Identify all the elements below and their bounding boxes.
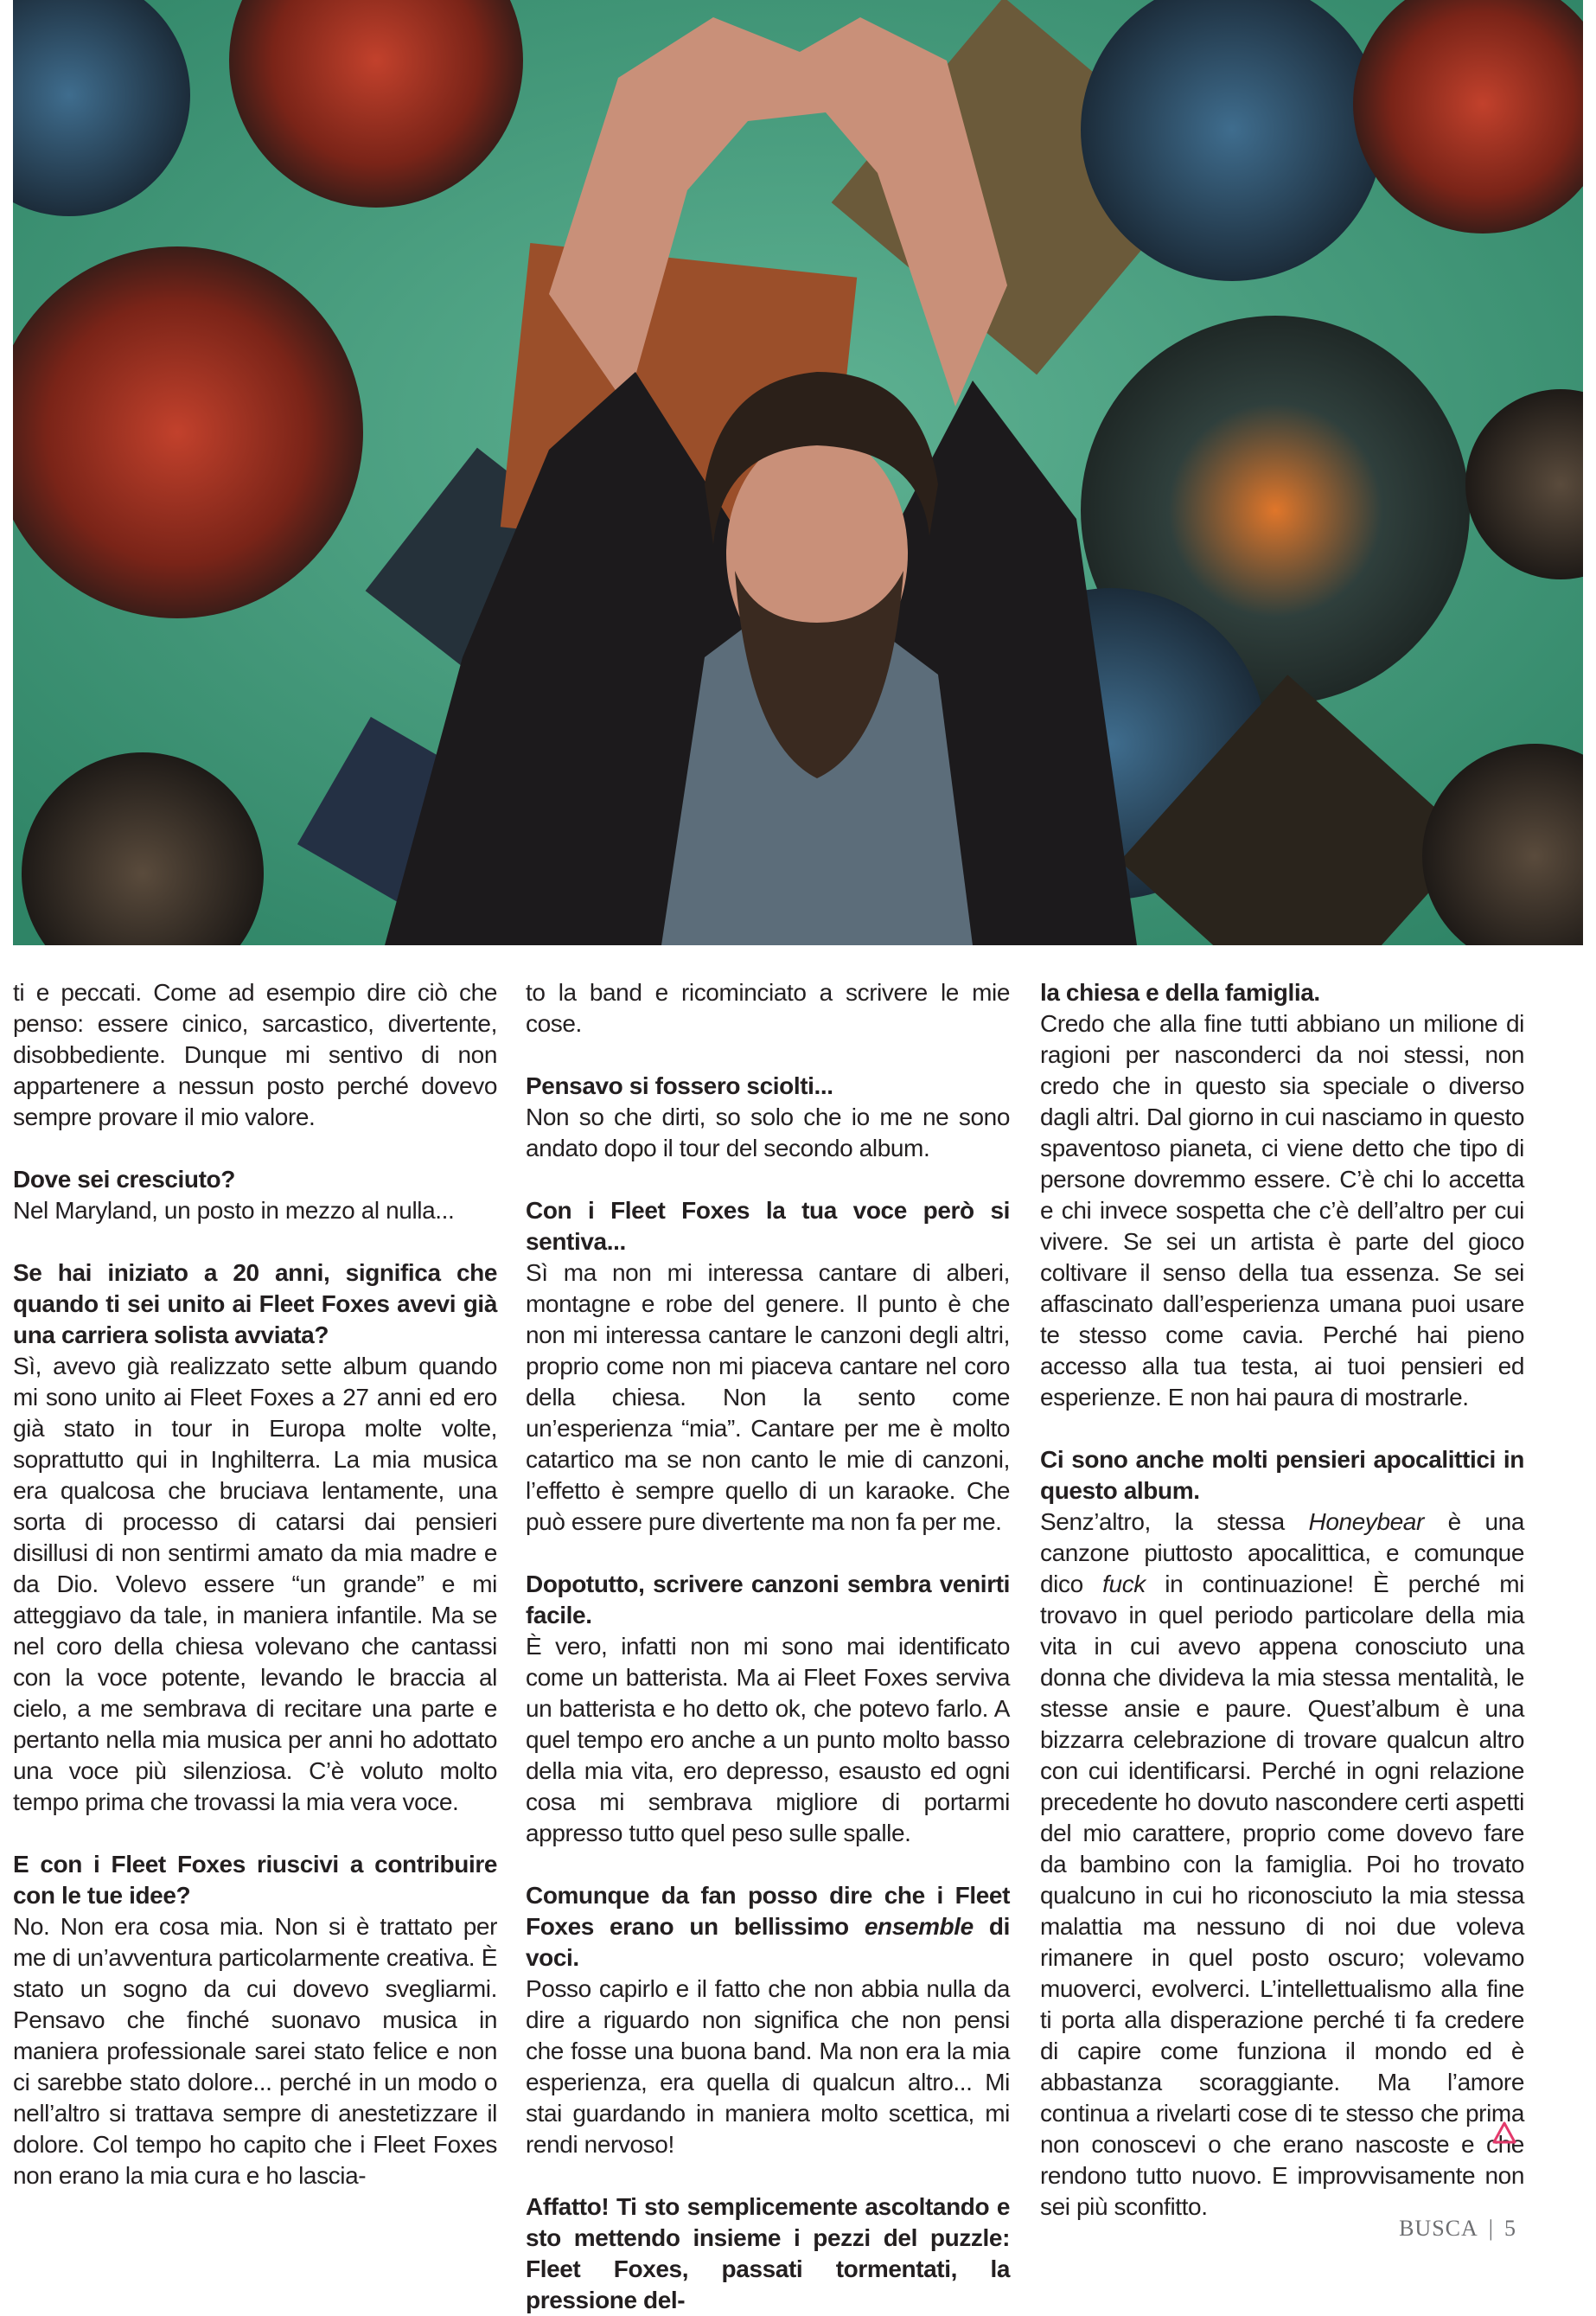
interview-answer bbox=[526, 977, 1010, 1040]
interview-question bbox=[13, 1257, 497, 1351]
interview-answer bbox=[526, 1974, 1010, 2160]
interview-answer bbox=[1040, 1507, 1524, 2223]
interview-answer bbox=[13, 1351, 497, 1818]
paragraph-text: Affatto! Ti sto semplicemente ascoltando e sto mettendo insieme i pezzi del puzzle: Fleet Foxes, passati tormentati, la pressione del- bbox=[526, 2193, 1010, 2313]
paragraph-text: Dove sei cresciuto? bbox=[13, 1166, 235, 1193]
page-footer bbox=[1399, 2216, 1516, 2242]
paragraph-text: la chiesa e della famiglia. bbox=[1040, 979, 1320, 1006]
paragraph-text: in continuazione! È perché mi trovavo in quel periodo particolare della mia vita in cui avevo appena conosciuto una donna che divideva la mia stessa mentalità, le stesse ansie e paure. Quest’album è una bizzarra celebrazione di trovare qualcun altro con cui identificarsi. Perché in ogni relazione precedente ho dovuto nascondere certi aspetti del mio carattere, proprio come dovevo fare da bambino con la famiglia. Poi ho trovato qualcuno in cui ho riconosciuto la mia stessa malattia ma nessuno di noi due voleva rimanere in quel posto oscuro; volevamo muoverci, evolverci. L’intellettualismo alla fine ti porta alla disperazione perché ti fa credere di capire come funziona il mondo ed è abbastanza scoraggiante. Ma l’amore continua a rivelarti cose di te stesso che prima non conoscevi o che erano nascoste e che rendono tutto nuovo. E improvvisamente non sei più sconfitto. bbox=[1040, 1571, 1524, 2220]
interview-question bbox=[526, 1195, 1010, 1257]
article-column-3 bbox=[1040, 977, 1524, 2223]
interview-question bbox=[526, 2191, 1010, 2316]
paragraph-text: Dopotutto, scrivere canzoni sembra venirti facile. bbox=[526, 1571, 1010, 1628]
paragraph-text: Sì ma non mi interessa cantare di alberi, montagne e robe del genere. Il punto è che non mi interessa cantare le canzoni degli altri, proprio come non mi piaceva cantare nel coro della chiesa. Non la sento come un’esperienza “mia”. Cantare per me è molto catartico ma se non canto le mie di canzoni, l’effetto è sempre quello di un karaoke. Che può essere pure divertente ma non fa per me. bbox=[526, 1259, 1010, 1535]
paragraph-text: E con i Fleet Foxes riuscivi a contribuire con le tue idee? bbox=[13, 1851, 497, 1909]
paragraph-text: to la band e ricominciato a scrivere le mie cose. bbox=[526, 979, 1010, 1037]
paragraph-text: Ci sono anche molti pensieri apocalittici in questo album. bbox=[1040, 1446, 1524, 1504]
paragraph-text: di voci. bbox=[526, 1913, 1010, 1971]
magazine-name: BUSCA bbox=[1399, 2216, 1478, 2241]
article-column-1 bbox=[13, 977, 497, 2191]
paragraph-text: Pensavo si fossero sciolti... bbox=[526, 1072, 833, 1099]
paragraph-text: Posso capirlo e il fatto che non abbia nulla da dire a riguardo non significa che non pensi che fosse una buona band. Ma non era la mia esperienza, era quella di qualcun altro... Mi stai guardando in maniera molto scettica, mi rendi nervoso! bbox=[526, 1975, 1010, 2158]
interview-answer bbox=[13, 977, 497, 1133]
paragraph-text: Senz’altro, la stessa bbox=[1040, 1508, 1309, 1535]
cover-photo bbox=[13, 0, 1583, 945]
interview-question bbox=[526, 1880, 1010, 1974]
interview-answer bbox=[13, 1911, 497, 2191]
interview-question bbox=[526, 1569, 1010, 1631]
interview-answer bbox=[1040, 1008, 1524, 1413]
interview-question bbox=[13, 1164, 497, 1195]
page-number: 5 bbox=[1504, 2216, 1516, 2241]
paragraph-text: Non so che dirti, so solo che io me ne sono andato dopo il tour del secondo album. bbox=[526, 1104, 1010, 1161]
interview-question bbox=[1040, 1444, 1524, 1507]
interview-answer bbox=[526, 1102, 1010, 1164]
paragraph-text: Credo che alla fine tutti abbiano un milione di ragioni per nasconderci da noi stessi, non credo che in questo sia speciale o diverso dagli altri. Dal giorno in cui nasciamo in questo spaventoso pianeta, ci viene detto che tipo di persone dovremmo essere. C’è chi lo accetta e chi invece sospetta che c’è dell’altro per cui vivere. Se sei un artista è parte del gioco coltivare il senso della tua essenza. Se sei affascinato dall’esperienza umana puoi usare te stesso come cavia. Perché hai pieno accesso alla tua testa, ai tuoi pensieri ed esperienze. E non hai paura di mostrarle. bbox=[1040, 1010, 1524, 1411]
paragraph-text: No. Non era cosa mia. Non si è trattato per me di un’avventura particolarmente creativa. È stato un sogno da cui dovevo svegliarmi. Pensavo che finché suonavo musica in maniera professionale sarei stato felice e non ci sarebbe stato dolore... perché in un modo o nell’altro si trattava sempre di anestetizzare il dolore. Col tempo ho capito che i Fleet Foxes non erano la mia cura e ho lascia- bbox=[13, 1913, 497, 2189]
interview-answer bbox=[526, 1257, 1010, 1538]
italic-title: Honeybear bbox=[1308, 1508, 1424, 1535]
paragraph-text: Con i Fleet Foxes la tua voce però si sentiva... bbox=[526, 1197, 1010, 1255]
paragraph-text: ti e peccati. Come ad esempio dire ciò che penso: essere cinico, sarcastico, divertente, disobbediente. Dunque mi sentivo di non appartenere a nessun posto perché dovevo sempre provare il mio valore. bbox=[13, 979, 497, 1130]
italic-title: ensemble bbox=[864, 1913, 974, 1940]
paragraph-text: È vero, infatti non mi sono mai identificato come un batterista. Ma ai Fleet Foxes serviva un batterista e ho detto ok, che potevo farlo. A quel tempo ero anche a un punto molto basso della mia vita, ero depresso, esausto ed ogni cosa mi sembrava migliore di portarmi appresso tutto quel peso sulle spalle. bbox=[526, 1633, 1010, 1846]
paragraph-text: Sì, avevo già realizzato sette album quando mi sono unito ai Fleet Foxes a 27 anni ed ero già stato in tour in Europa molte volte, soprattutto qui in Inghilterra. La mia musica era qualcosa che bruciava lentamente, una sorta di processo di catarsi dai pensieri disillusi di non sentirmi amato da mia madre e da Dio. Volevo essere “un grande” e mi atteggiavo da tale, in maniera infantile. Ma se nel coro della chiesa volevano che cantassi con la voce potente, levando le braccia al cielo, a me sembrava di recitare una parte e pertanto nella mia musica per anni ho adottato una voce più silenziosa. C’è voluto molto tempo prima che trovassi la mia vera voce. bbox=[13, 1353, 497, 1815]
end-of-article-triangle-icon bbox=[1491, 2120, 1517, 2146]
interview-answer bbox=[13, 1195, 497, 1226]
interview-question bbox=[13, 1849, 497, 1911]
paragraph-text: Nel Maryland, un posto in mezzo al nulla... bbox=[13, 1197, 455, 1224]
paragraph-text: Se hai iniziato a 20 anni, significa che quando ti sei unito ai Fleet Foxes avevi già una carriera solista avviata? bbox=[13, 1259, 497, 1348]
article-column-2 bbox=[526, 977, 1010, 2316]
paragraph-text: è una canzone piuttosto apocalittica, e comunque dico bbox=[1040, 1508, 1524, 1597]
paragraph-text: Comunque da fan posso dire che i Fleet Foxes erano un bellissimo bbox=[526, 1882, 1010, 1940]
interview-question bbox=[526, 1071, 1010, 1102]
italic-title: fuck bbox=[1102, 1571, 1146, 1597]
interview-answer bbox=[526, 1631, 1010, 1849]
interview-question bbox=[1040, 977, 1524, 1008]
footer-separator: | bbox=[1488, 2216, 1494, 2241]
